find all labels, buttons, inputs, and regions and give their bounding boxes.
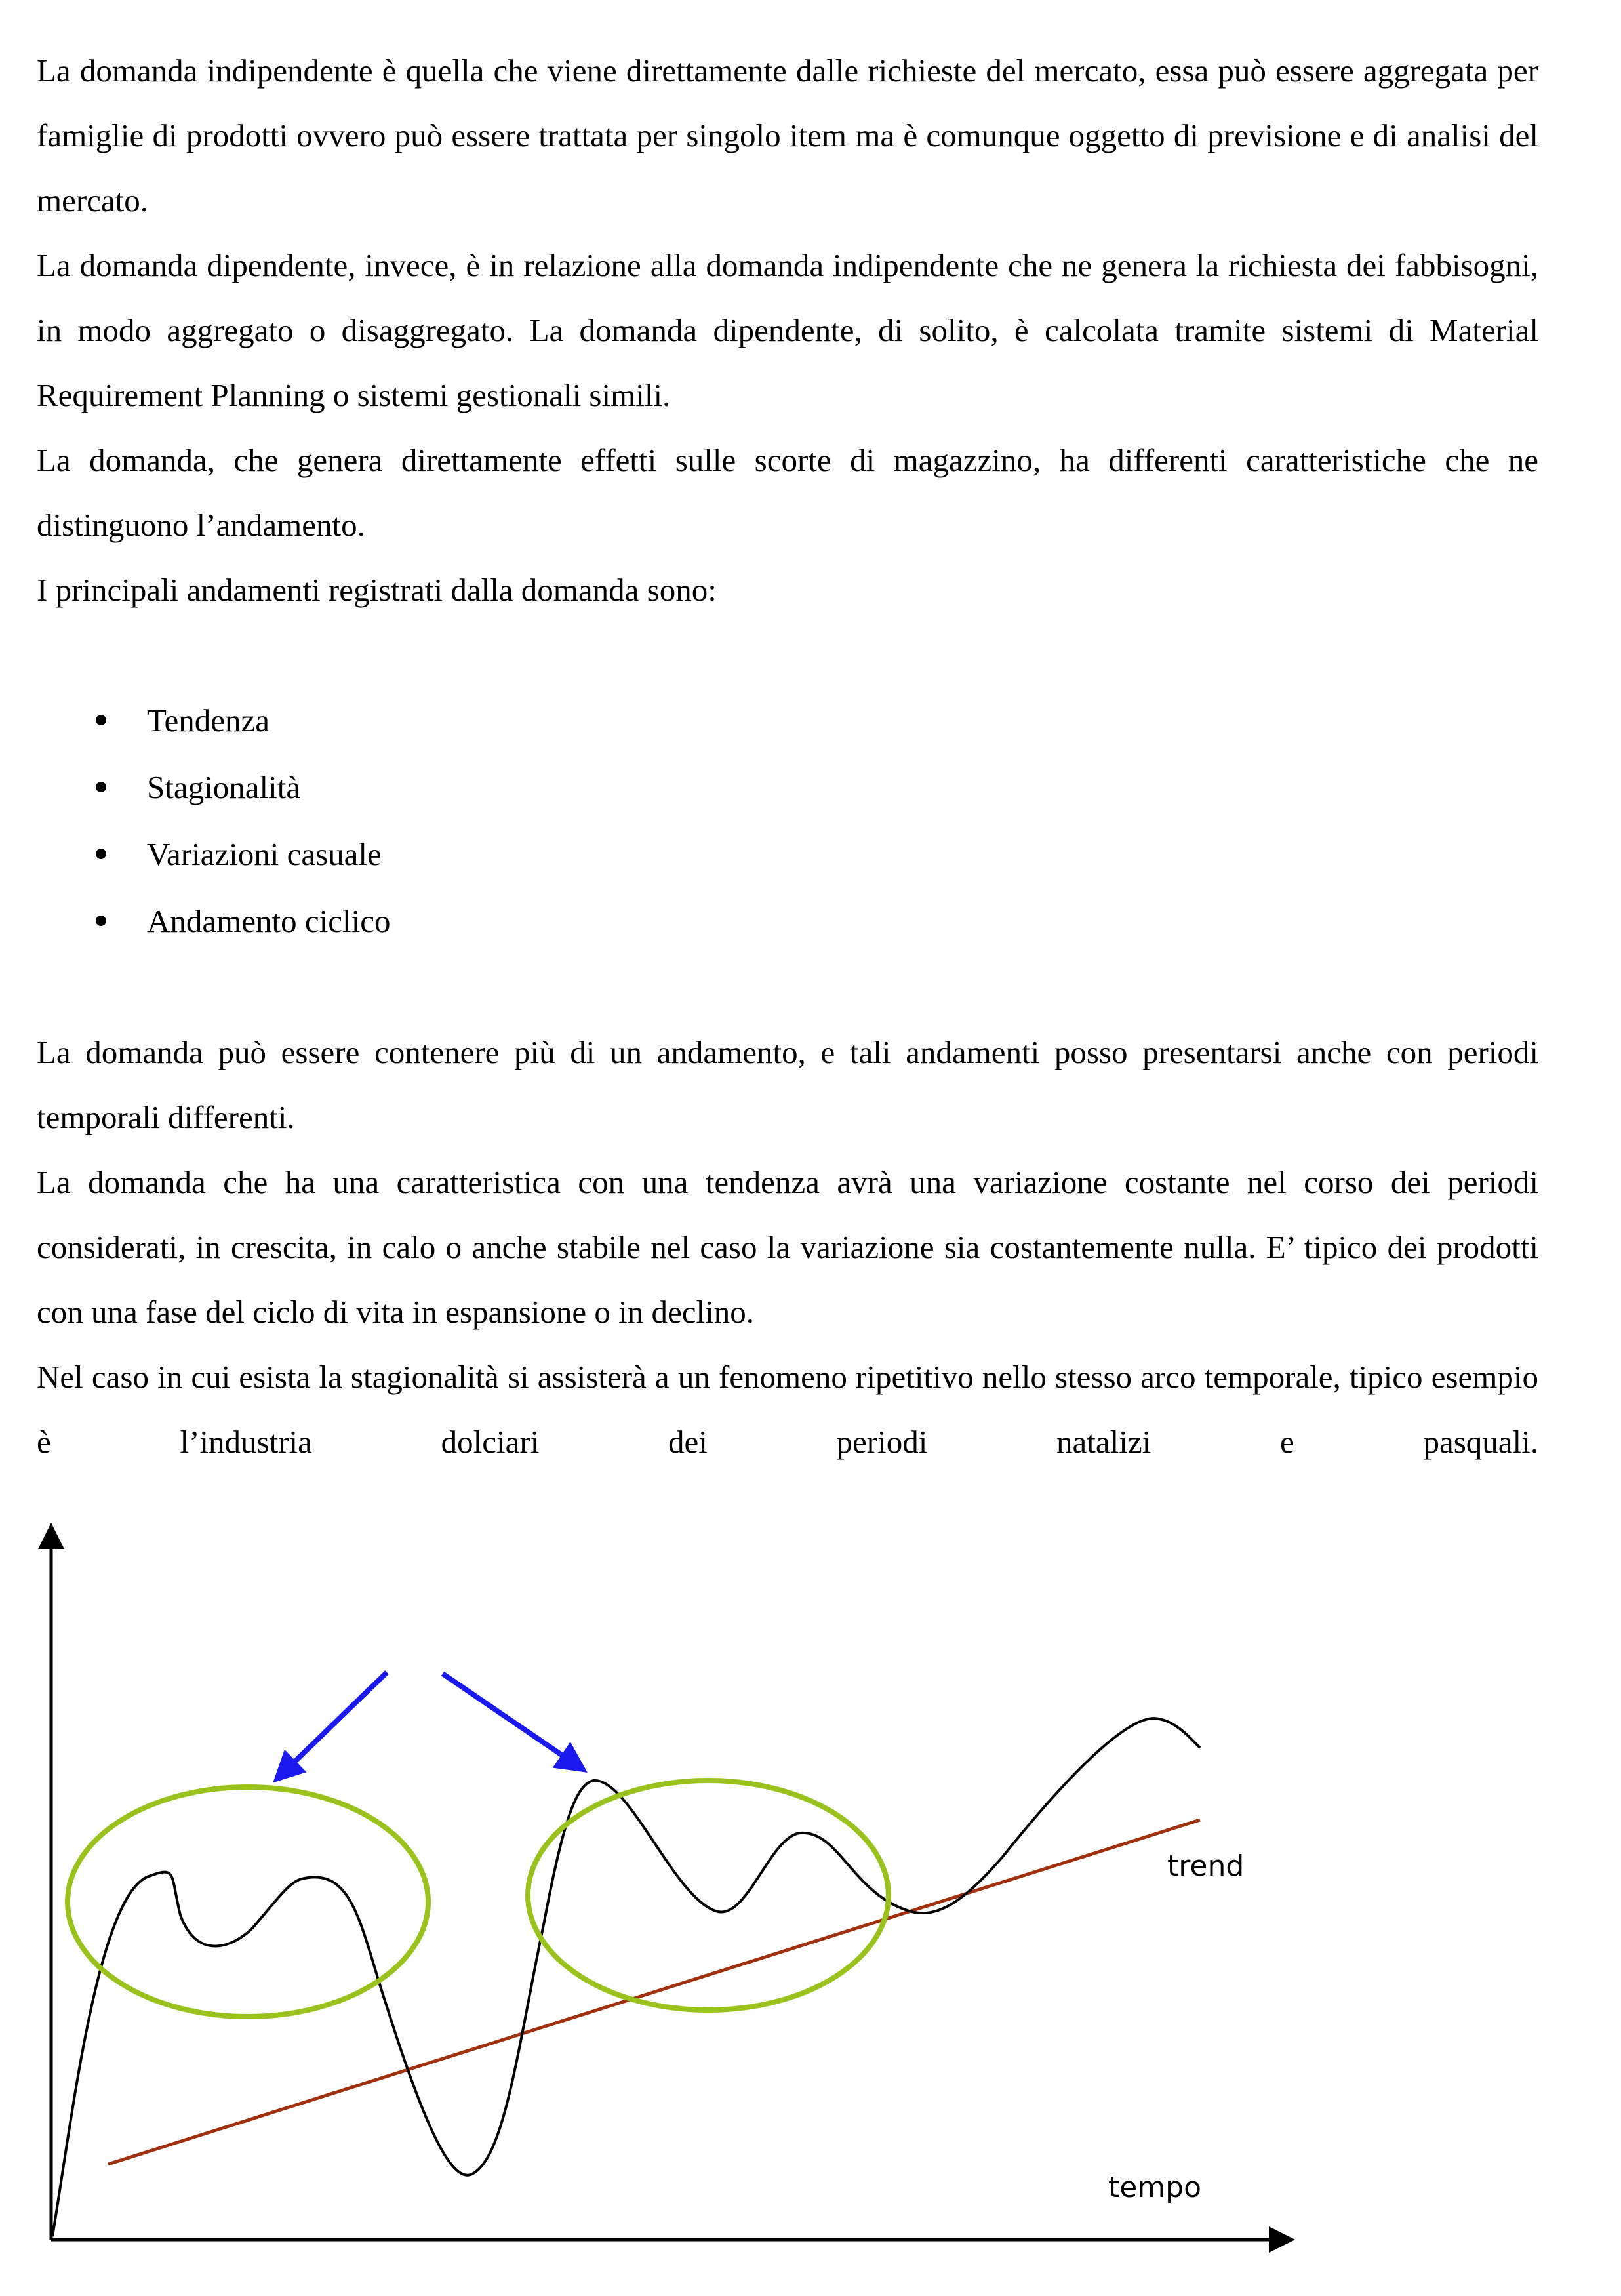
paragraph-seasonality: Nel caso in cui esista la stagionalità si assisterà a un fenomeno ripetitivo nello stesso arco temporale, tipico esempio è l’industria dolciari dei periodi natalizi e pasquali. bbox=[37, 1359, 1538, 1460]
paragraph-main-trends-intro: I principali andamenti registrati dalla domanda sono: bbox=[37, 572, 717, 608]
bullet-item: Tendenza bbox=[37, 687, 1538, 754]
bullet-item: Andamento ciclico bbox=[37, 888, 1538, 955]
demand-trend-diagram bbox=[0, 1508, 1311, 2269]
bullet-item: Stagionalità bbox=[37, 754, 1538, 821]
season-ellipse-left bbox=[68, 1787, 428, 2017]
trend-label: trend bbox=[1167, 1849, 1245, 1883]
demand-curve bbox=[52, 1718, 1200, 2236]
arrow-to-right-ellipse bbox=[443, 1674, 577, 1765]
document-page bbox=[37, 38, 1538, 1474]
x-axis-label-tempo: tempo bbox=[1108, 2171, 1202, 2204]
trend-line bbox=[108, 1820, 1200, 2164]
demand-trend-figure bbox=[0, 1508, 1311, 2269]
trend-bullet-list bbox=[37, 687, 1538, 955]
paragraph-trend-description: La domanda che ha una caratteristica con una tendenza avrà una variazione costante nel corso dei periodi considerati, in crescita, in calo o anche stabile nel caso la variazione sia costantemente nulla. E’ tipico dei prodotti con una fase del ciclo di vita in espansione o in declino. bbox=[37, 1164, 1538, 1330]
paragraph-independent-demand: La domanda indipendente è quella che viene direttamente dalle richieste del mercato, essa può essere aggregata per famiglie di prodotti ovvero può essere trattata per singolo item ma è comunque oggetto di previsione e di analisi del mercato. bbox=[37, 52, 1538, 218]
arrow-to-left-ellipse bbox=[282, 1672, 387, 1774]
paragraph-dependent-demand: La domanda dipendente, invece, è in relazione alla domanda indipendente che ne genera la richiesta dei fabbisogni, in modo aggregato o disaggregato. La domanda dipendente, di solito, è calcolata tramite sistemi di Material Requirement Planning o sistemi gestionali simili. bbox=[37, 247, 1538, 413]
paragraph-demand-characteristics: La domanda, che genera direttamente effetti sulle scorte di magazzino, ha differenti caratteristiche che ne distinguono l’andamento. bbox=[37, 442, 1538, 543]
bullet-item: Variazioni casuale bbox=[37, 821, 1538, 888]
paragraph-multiple-trends: La domanda può essere contenere più di un andamento, e tali andamenti posso presentarsi anche con periodi temporali differenti. bbox=[37, 1034, 1538, 1135]
